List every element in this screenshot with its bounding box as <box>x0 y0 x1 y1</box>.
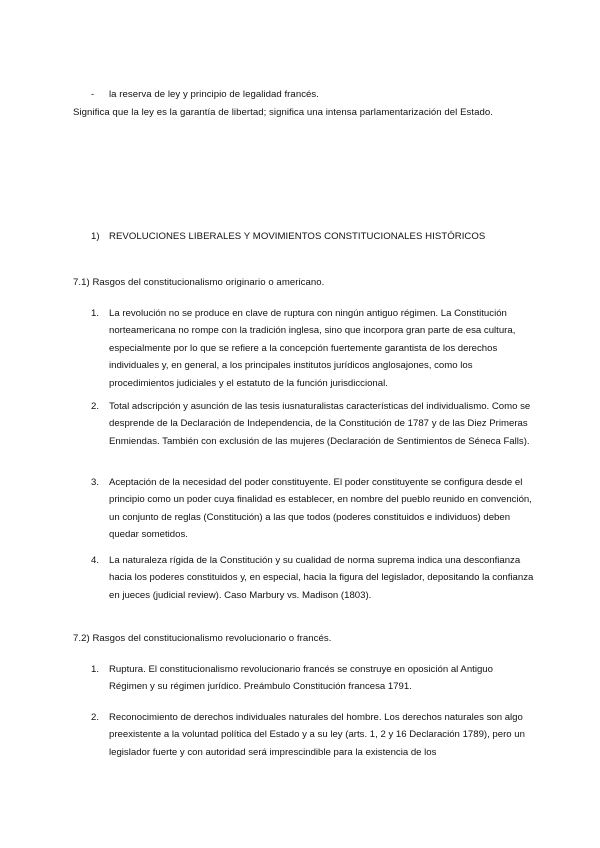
list-item-text: Reconocimiento de derechos individuales naturales del hombre. Los derechos naturales son algo preexistente a la voluntad política del Estado y a su ley (arts. 1, 2 y 16 Declaración 1789), pero un legislador fuerte y con autoridad será imprescindible para la existencia de los <box>109 712 525 758</box>
section-heading: REVOLUCIONES LIBERALES Y MOVIMIENTOS CONSTITUCIONALES HISTÓRICOS <box>109 231 486 242</box>
section-number: 1) <box>91 231 100 242</box>
list-item <box>91 398 531 450</box>
list-item-text: Ruptura. El constitucionalismo revolucionario francés se construye en oposición al Antiguo Régimen y su régimen jurídico. Preámbulo Constitución francesa 1791. <box>109 664 493 693</box>
list-item-number: 1. <box>91 308 100 319</box>
list-item <box>91 661 531 696</box>
list-item-number: 4. <box>91 555 100 566</box>
list-item-number: 2. <box>91 712 100 723</box>
list-item-number: 1. <box>91 664 100 675</box>
list-item <box>91 474 531 544</box>
list-item-text: Total adscripción y asunción de las tesis iusnaturalistas características del individualismo. Como se desprende de la Declaración de Independencia, de la Constitución de 1787 y de las Diez Primeras Enmiendas. También con exclusión de las mujeres (Declaración de Sentimientos de Séneca Falls). <box>109 401 531 447</box>
list-item-number: 2. <box>91 401 100 412</box>
list-item <box>91 709 531 761</box>
bullet-text: la reserva de ley y principio de legalidad francés. <box>109 89 319 100</box>
list-item-text: Aceptación de la necesidad del poder constituyente. El poder constituyente se configura desde el principio como un poder cuya finalidad es establecer, en nombre del pueblo reunido en convención, un conjunto de reglas (Constitución) a las que todos (poderes constituidos e individuos) deben quedar sometidos. <box>109 477 532 541</box>
subsection-heading-american: 7.1) Rasgos del constitucionalismo originario o americano. <box>73 277 325 288</box>
subsection-heading-french: 7.2) Rasgos del constitucionalismo revolucionario o francés. <box>73 633 332 644</box>
bullet-dash: - <box>91 89 95 100</box>
list-item-text: La revolución no se produce en clave de ruptura con ningún antiguo régimen. La Constitución norteamericana no rompe con la tradición inglesa, sino que incorpora gran parte de esa cultura, especialmente por lo que se refiere a la concepción fuertemente garantista de los derechos individuales y, en general, a los principales institutos jurídicos anglosajones, como los procedimientos judiciales y el estatuto de la función jurisdiccional. <box>109 308 516 389</box>
significance-paragraph: Significa que la ley es la garantía de libertad; significa una intensa parlamentarización del Estado. <box>73 107 493 118</box>
list-item-number: 3. <box>91 477 100 488</box>
list-item <box>91 305 531 392</box>
list-item-text: La naturaleza rígida de la Constitución y su cualidad de norma suprema indica una desconfianza hacia los poderes constituidos y, en especial, hacia la figura del legislador, depositando la confianza en jueces (judicial review). Caso Marbury vs. Madison (1803). <box>109 555 534 601</box>
list-item <box>91 552 534 604</box>
